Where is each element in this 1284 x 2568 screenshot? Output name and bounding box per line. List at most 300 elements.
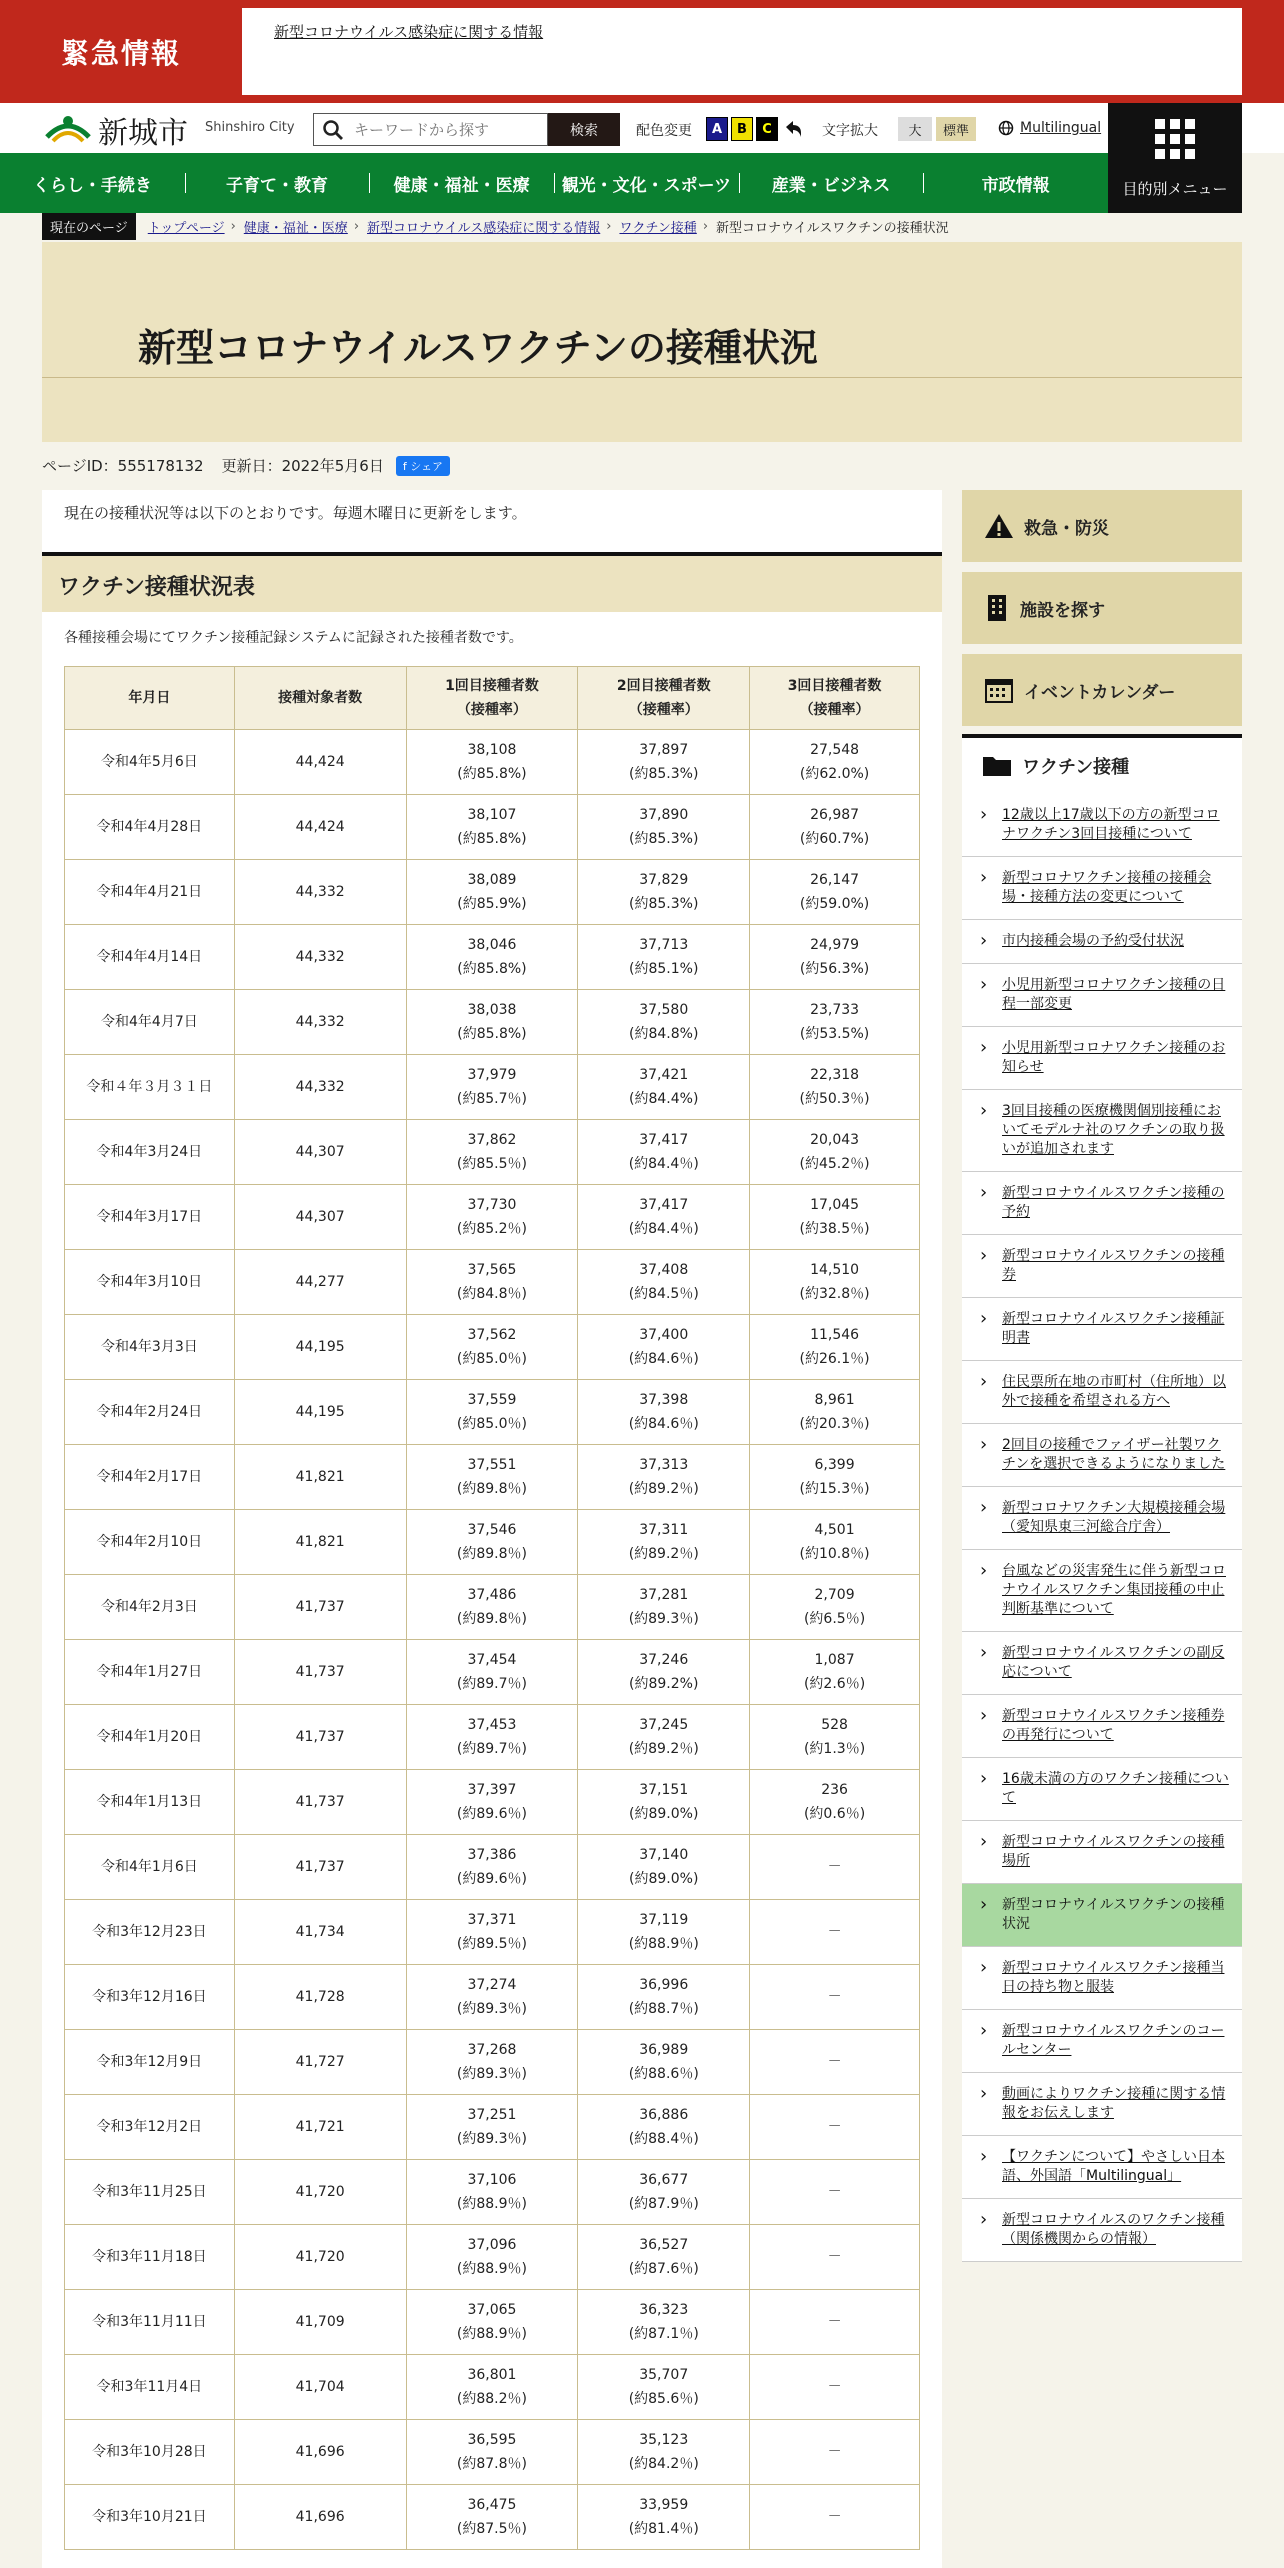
color-b-button[interactable]: B bbox=[731, 117, 753, 141]
cell-value: 令和4年1月20日 bbox=[96, 1729, 203, 1745]
cell-rate: (約53.5%) bbox=[799, 1026, 870, 1042]
cell-rate: (約89.3％) bbox=[456, 2066, 527, 2082]
cell-rate: (約85.0％) bbox=[456, 1416, 527, 1432]
cell-target bbox=[234, 925, 406, 990]
cell-rate: (約89.0%) bbox=[629, 1806, 699, 1822]
cell-rate: (約10.8％) bbox=[799, 1546, 870, 1562]
header-dose3-rate: （接種率） bbox=[799, 702, 870, 718]
cell-value: 37,398 bbox=[639, 1392, 689, 1408]
cell-dose3 bbox=[750, 1380, 920, 1445]
cell-value: 令和3年12月16日 bbox=[92, 1989, 207, 2005]
cell-rate: (約0.6％) bbox=[803, 1806, 866, 1822]
sidebar-link-item[interactable]: › 新型コロナウイルスワクチンの接種場所 bbox=[962, 1821, 1242, 1884]
cell-dose1 bbox=[406, 2160, 578, 2225]
facebook-share-button[interactable]: f シェア bbox=[396, 456, 450, 476]
header-target: 接種対象者数 bbox=[234, 667, 406, 730]
cell-dose1 bbox=[406, 1055, 578, 1120]
cell-date bbox=[65, 1575, 235, 1640]
cell-value: 令和4年1月6日 bbox=[101, 1859, 198, 1875]
cell-rate: (約85.9%) bbox=[457, 896, 527, 912]
cell-dose2 bbox=[578, 1835, 750, 1900]
table-row bbox=[65, 2030, 920, 2095]
cell-rate: (約89.3％) bbox=[456, 2001, 527, 2017]
cell-dose2 bbox=[578, 1315, 750, 1380]
cell-value: 令和3年11月18日 bbox=[92, 2249, 207, 2265]
table-row bbox=[65, 2095, 920, 2160]
sidebar-link-item[interactable]: › 小児用新型コロナワクチン接種のお知らせ bbox=[962, 1027, 1242, 1090]
cell-value: 44,424 bbox=[295, 754, 345, 770]
sidebar-link-item[interactable]: › 台風などの災害発生に伴う新型コロナウイルスワクチン集団接種の中止判断基準について bbox=[962, 1550, 1242, 1632]
sidebar-link-item[interactable]: › 新型コロナウイルスワクチンの接種状況 bbox=[962, 1884, 1242, 1947]
sidebar-link-item[interactable]: › 新型コロナウイルスワクチンの副反応について bbox=[962, 1632, 1242, 1695]
sidebar-link-item[interactable]: › 新型コロナウイルスワクチン接種当日の持ち物と服装 bbox=[962, 1947, 1242, 2010]
cell-value: 36,801 bbox=[467, 2367, 517, 2383]
cell-rate: (約85.0％) bbox=[456, 1351, 527, 1367]
calendar-icon bbox=[984, 676, 1014, 704]
cell-value: 41,696 bbox=[295, 2444, 345, 2460]
cell-rate: (約85.8%) bbox=[457, 766, 527, 782]
table-row bbox=[65, 860, 920, 925]
cell-rate: (約85.5％) bbox=[456, 1156, 527, 1172]
cell-rate: (約26.1％) bbox=[799, 1351, 870, 1367]
cell-rate: (約60.7%) bbox=[799, 831, 870, 847]
gnav-item-health[interactable]: 健康・福祉・医療 bbox=[369, 153, 554, 213]
cell-dose3 bbox=[750, 990, 920, 1055]
cell-dose3 bbox=[750, 795, 920, 860]
cell-value: 令和4年4月7日 bbox=[101, 1014, 198, 1030]
cell-date bbox=[65, 925, 235, 990]
cell-value: 33,959 bbox=[639, 2497, 689, 2513]
table-row bbox=[65, 795, 920, 860]
cell-value: － bbox=[827, 1924, 842, 1940]
cell-rate: (約87.1％) bbox=[628, 2326, 699, 2342]
cell-dose3 bbox=[750, 1185, 920, 1250]
cell-target bbox=[234, 795, 406, 860]
cell-dose3 bbox=[750, 860, 920, 925]
cell-date bbox=[65, 730, 235, 795]
cell-target bbox=[234, 1380, 406, 1445]
cell-value: 37,281 bbox=[639, 1587, 689, 1603]
cell-rate: (約88.7％) bbox=[628, 2001, 699, 2017]
cell-target bbox=[234, 860, 406, 925]
cell-target bbox=[234, 1575, 406, 1640]
cell-rate: (約84.5％) bbox=[628, 1286, 699, 1302]
cell-value: 37,862 bbox=[467, 1132, 517, 1148]
cell-value: 令和3年12月23日 bbox=[92, 1924, 207, 1940]
cell-rate: (約85.7％) bbox=[456, 1091, 527, 1107]
cell-rate: (約50.3％) bbox=[799, 1091, 870, 1107]
breadcrumb-item[interactable]: ワクチン接種 bbox=[619, 220, 697, 236]
cell-rate: (約89.3％) bbox=[456, 2131, 527, 2147]
sidebar-link-item[interactable]: › 新型コロナウイルスワクチン接種券の再発行について bbox=[962, 1695, 1242, 1758]
cell-rate: (約85.8%) bbox=[457, 1026, 527, 1042]
cell-value: 27,548 bbox=[810, 742, 860, 758]
search-box bbox=[313, 113, 548, 146]
cell-value: 令和3年11月11日 bbox=[92, 2314, 207, 2330]
cell-date bbox=[65, 1445, 235, 1510]
cell-dose1 bbox=[406, 1120, 578, 1185]
cell-value: 36,527 bbox=[639, 2237, 689, 2253]
emergency-disaster-label: 救急・防災 bbox=[1024, 518, 1109, 539]
cell-rate: (約89.6％) bbox=[456, 1871, 527, 1887]
cell-date bbox=[65, 1900, 235, 1965]
cell-dose3 bbox=[750, 2225, 920, 2290]
cell-dose2 bbox=[578, 1510, 750, 1575]
gnav-item-business[interactable]: 産業・ビジネス bbox=[739, 153, 924, 213]
cell-value: 37,245 bbox=[639, 1717, 689, 1733]
cell-value: 44,332 bbox=[295, 1079, 345, 1095]
cell-target bbox=[234, 1770, 406, 1835]
sidebar-link-item[interactable]: › 新型コロナウイルスのワクチン接種（関係機関からの情報） bbox=[962, 2199, 1242, 2262]
cell-dose1 bbox=[406, 1185, 578, 1250]
emergency-disaster-button[interactable] bbox=[962, 490, 1242, 562]
cell-dose3 bbox=[750, 1510, 920, 1575]
vaccination-nav-header bbox=[962, 734, 1242, 794]
cell-target bbox=[234, 1965, 406, 2030]
city-logo-icon[interactable] bbox=[45, 111, 91, 145]
cell-rate: (約89.7％) bbox=[456, 1741, 527, 1757]
text-large-button[interactable]: 大 bbox=[898, 117, 932, 141]
cell-value: 37,454 bbox=[467, 1652, 517, 1668]
cell-value: 令和4年3月24日 bbox=[96, 1144, 203, 1160]
cell-value: 令和3年11月4日 bbox=[96, 2379, 203, 2395]
sidebar-link-item[interactable]: › 新型コロナウイルスワクチン接種証明書 bbox=[962, 1298, 1242, 1361]
cell-rate: (約88.6％) bbox=[628, 2066, 699, 2082]
cell-value: 37,559 bbox=[467, 1392, 517, 1408]
cell-rate: (約89.7％) bbox=[456, 1676, 527, 1692]
table-row bbox=[65, 1965, 920, 2030]
cell-value: － bbox=[827, 2184, 842, 2200]
cell-dose2 bbox=[578, 2225, 750, 2290]
cell-dose3 bbox=[750, 1835, 920, 1900]
cell-value: 37,486 bbox=[467, 1587, 517, 1603]
cell-date bbox=[65, 2420, 235, 2485]
cell-value: 37,274 bbox=[467, 1977, 517, 1993]
cell-dose1 bbox=[406, 925, 578, 990]
sidebar-link-item[interactable]: › 住民票所在地の市町村（住所地）以外で接種を希望される方へ bbox=[962, 1361, 1242, 1424]
table-row bbox=[65, 2420, 920, 2485]
cell-date bbox=[65, 860, 235, 925]
table-row bbox=[65, 2290, 920, 2355]
cell-value: 38,089 bbox=[467, 872, 517, 888]
sidebar-link-item[interactable]: › 新型コロナワクチン接種の接種会場・接種方法の変更について bbox=[962, 857, 1242, 920]
cell-value: 44,195 bbox=[295, 1339, 345, 1355]
cell-value: 41,721 bbox=[295, 2119, 345, 2135]
cell-value: 41,734 bbox=[295, 1924, 345, 1940]
sidebar-link-item[interactable]: › 新型コロナワクチン大規模接種会場（愛知県東三河総合庁舎） bbox=[962, 1487, 1242, 1550]
cell-target bbox=[234, 2290, 406, 2355]
cell-target bbox=[234, 1315, 406, 1380]
cell-rate: (約85.6％) bbox=[628, 2391, 699, 2407]
cell-rate: (約89.2％) bbox=[628, 1481, 699, 1497]
cell-dose2 bbox=[578, 1900, 750, 1965]
cell-rate: (約84.4％) bbox=[628, 1156, 699, 1172]
cell-value: 37,400 bbox=[639, 1327, 689, 1343]
breadcrumb-current: 新型コロナウイルスワクチンの接種状況 bbox=[716, 220, 949, 236]
cell-dose1 bbox=[406, 1900, 578, 1965]
sidebar-link-item[interactable]: › 小児用新型コロナワクチン接種の日程一部変更 bbox=[962, 964, 1242, 1027]
cell-value: 36,475 bbox=[467, 2497, 517, 2513]
cell-dose3 bbox=[750, 1575, 920, 1640]
cell-value: 37,829 bbox=[639, 872, 689, 888]
cell-date bbox=[65, 1315, 235, 1380]
cell-dose3 bbox=[750, 1120, 920, 1185]
cell-rate: (約32.8％) bbox=[799, 1286, 870, 1302]
cell-value: 令和3年12月9日 bbox=[96, 2054, 203, 2070]
cell-rate: (約6.5％) bbox=[803, 1611, 866, 1627]
cell-value: 令和4年3月3日 bbox=[101, 1339, 198, 1355]
cell-rate: (約88.9％) bbox=[456, 2261, 527, 2277]
cell-value: 令和4年1月27日 bbox=[96, 1664, 203, 1680]
sidebar-link-item[interactable]: › 動画によりワクチン接種に関する情報をお伝えします bbox=[962, 2073, 1242, 2136]
sidebar-link-item[interactable]: › 市内接種会場の予約受付状況 bbox=[962, 920, 1242, 964]
text-normal-button[interactable]: 標準 bbox=[936, 117, 976, 141]
gnav-item-city[interactable]: 市政情報 bbox=[923, 153, 1108, 213]
table-row bbox=[65, 2355, 920, 2420]
cell-value: 44,307 bbox=[295, 1144, 345, 1160]
cell-value: 37,979 bbox=[467, 1067, 517, 1083]
emergency-title: 緊急情報 bbox=[60, 36, 181, 70]
cell-value: 35,123 bbox=[639, 2432, 689, 2448]
gnav-item-living[interactable]: くらし・手続き bbox=[32, 175, 152, 196]
cell-value: 36,886 bbox=[639, 2107, 689, 2123]
sidebar-link-item[interactable]: › 新型コロナウイルスワクチンのコールセンター bbox=[962, 2010, 1242, 2073]
cell-dose1 bbox=[406, 1575, 578, 1640]
cell-target bbox=[234, 2160, 406, 2225]
cell-value: 17,045 bbox=[810, 1197, 860, 1213]
cell-dose2 bbox=[578, 1705, 750, 1770]
cell-value: 37,730 bbox=[467, 1197, 517, 1213]
cell-dose3 bbox=[750, 1965, 920, 2030]
cell-dose2 bbox=[578, 2095, 750, 2160]
cell-rate: (約56.3%) bbox=[799, 961, 870, 977]
cell-value: 36,323 bbox=[639, 2302, 689, 2318]
cell-value: － bbox=[827, 2509, 842, 2525]
cell-value: 令和4年2月24日 bbox=[96, 1404, 203, 1420]
cell-dose1 bbox=[406, 730, 578, 795]
multilingual-link[interactable]: Multilingual bbox=[1020, 120, 1102, 136]
header-dose1-label: 1回目接種者数 bbox=[445, 678, 539, 694]
color-change-label: 配色変更 bbox=[636, 123, 692, 139]
cell-rate: (約87.9％) bbox=[628, 2196, 699, 2212]
cell-value: 41,720 bbox=[295, 2184, 345, 2200]
cell-date bbox=[65, 1510, 235, 1575]
cell-dose2 bbox=[578, 2355, 750, 2420]
cell-value: 44,195 bbox=[295, 1404, 345, 1420]
cell-date bbox=[65, 2160, 235, 2225]
cell-value: 38,038 bbox=[467, 1002, 517, 1018]
cell-value: 37,140 bbox=[639, 1847, 689, 1863]
color-a-button[interactable]: A bbox=[706, 117, 728, 141]
emergency-link[interactable]: 新型コロナウイルス感染症に関する情報 bbox=[274, 23, 544, 41]
table-row bbox=[65, 2160, 920, 2225]
cell-dose1 bbox=[406, 1380, 578, 1445]
table-note: 各種接種会場にてワクチン接種記録システムに記録された接種者数です。 bbox=[64, 630, 523, 646]
event-calendar-button[interactable] bbox=[962, 654, 1242, 726]
cell-dose1 bbox=[406, 1315, 578, 1380]
vaccination-table bbox=[64, 666, 920, 2550]
cell-dose2 bbox=[578, 2030, 750, 2095]
cell-dose2 bbox=[578, 2485, 750, 2550]
table-row bbox=[65, 730, 920, 795]
cell-dose3 bbox=[750, 1445, 920, 1510]
cell-value: 4,501 bbox=[814, 1522, 855, 1538]
cell-date bbox=[65, 2030, 235, 2095]
cell-value: 37,417 bbox=[639, 1132, 689, 1148]
cell-value: 41,821 bbox=[295, 1534, 345, 1550]
cell-value: 8,961 bbox=[814, 1392, 855, 1408]
cell-dose2 bbox=[578, 2290, 750, 2355]
cell-dose3 bbox=[750, 2420, 920, 2485]
cell-value: 44,424 bbox=[295, 819, 345, 835]
table-row bbox=[65, 1770, 920, 1835]
cell-rate: (約89.2％) bbox=[628, 1741, 699, 1757]
cell-value: 38,107 bbox=[467, 807, 517, 823]
cell-rate: (約85.8%) bbox=[457, 961, 527, 977]
cell-rate: (約45.2％) bbox=[799, 1156, 870, 1172]
cell-value: 41,709 bbox=[295, 2314, 345, 2330]
cell-value: 38,046 bbox=[467, 937, 517, 953]
sidebar-link-item[interactable]: › 16歳未満の方のワクチン接種について bbox=[962, 1758, 1242, 1821]
sidebar-link-item[interactable]: › 【ワクチンについて】やさしい日本語、外国語「Multilingual」 bbox=[962, 2136, 1242, 2199]
cell-dose3 bbox=[750, 730, 920, 795]
cell-value: 令和3年11月25日 bbox=[92, 2184, 207, 2200]
emergency-box bbox=[242, 8, 1242, 95]
cell-rate: (約84.4％) bbox=[628, 1221, 699, 1237]
cell-value: 37,417 bbox=[639, 1197, 689, 1213]
vaccination-nav-title: ワクチン接種 bbox=[1022, 757, 1130, 778]
header-dose2 bbox=[578, 667, 750, 730]
cell-rate: (約89.2%) bbox=[629, 1676, 699, 1692]
cell-rate: (約81.4％) bbox=[628, 2521, 699, 2537]
sidebar-link-item[interactable]: › 新型コロナウイルスワクチン接種の予約 bbox=[962, 1172, 1242, 1235]
cell-dose1 bbox=[406, 2290, 578, 2355]
cell-value: － bbox=[827, 2249, 842, 2265]
header-dose3-label: 3回目接種者数 bbox=[787, 678, 882, 694]
cell-value: 41,737 bbox=[295, 1859, 345, 1875]
cell-target bbox=[234, 1705, 406, 1770]
sidebar-link-item[interactable]: › 2回目の接種でファイザー社製ワクチンを選択できるようになりました bbox=[962, 1424, 1242, 1487]
cell-value: 44,332 bbox=[295, 1014, 345, 1030]
search-icon bbox=[322, 119, 344, 141]
cell-date bbox=[65, 2095, 235, 2160]
color-c-button[interactable]: C bbox=[756, 117, 778, 141]
cell-dose2 bbox=[578, 1770, 750, 1835]
cell-dose2 bbox=[578, 925, 750, 990]
cell-value: 37,397 bbox=[467, 1782, 517, 1798]
reset-color-icon[interactable] bbox=[783, 119, 803, 139]
table-row bbox=[65, 1185, 920, 1250]
cell-dose2 bbox=[578, 2160, 750, 2225]
cell-value: 37,890 bbox=[639, 807, 689, 823]
cell-value: 37,313 bbox=[639, 1457, 689, 1473]
sidebar-link-item[interactable]: › 新型コロナウイルスワクチンの接種券 bbox=[962, 1235, 1242, 1298]
cell-value: － bbox=[827, 2314, 842, 2330]
cell-dose1 bbox=[406, 795, 578, 860]
page-meta bbox=[42, 455, 450, 476]
cell-dose1 bbox=[406, 1965, 578, 2030]
search-input[interactable] bbox=[354, 114, 544, 145]
table-row bbox=[65, 1510, 920, 1575]
cell-value: 37,251 bbox=[467, 2107, 517, 2123]
cell-target bbox=[234, 1185, 406, 1250]
header-dose1 bbox=[406, 667, 578, 730]
cell-value: 37,065 bbox=[467, 2302, 517, 2318]
warning-icon bbox=[984, 512, 1014, 540]
cell-value: 26,147 bbox=[810, 872, 860, 888]
cell-rate: (約89.5％) bbox=[456, 1936, 527, 1952]
cell-rate: (約84.6％) bbox=[628, 1351, 699, 1367]
sidebar-link-item[interactable]: › 12歳以上17歳以下の方の新型コロナワクチン3回目接種について bbox=[962, 794, 1242, 857]
cell-dose2 bbox=[578, 1445, 750, 1510]
cell-dose3 bbox=[750, 1770, 920, 1835]
breadcrumb-item[interactable]: トップページ bbox=[147, 220, 225, 236]
cell-rate: (約15.3％) bbox=[799, 1481, 870, 1497]
gnav-item-tourism[interactable]: 観光・文化・スポーツ bbox=[554, 153, 739, 213]
cell-dose1 bbox=[406, 1445, 578, 1510]
cell-rate: (約84.8%) bbox=[629, 1026, 699, 1042]
cell-dose3 bbox=[750, 1640, 920, 1705]
breadcrumb-item[interactable]: 新型コロナウイルス感染症に関する情報 bbox=[367, 220, 601, 236]
city-logo-text[interactable]: 新城市 bbox=[98, 116, 188, 151]
cell-dose1 bbox=[406, 1705, 578, 1770]
header-dose2-rate: （接種率） bbox=[628, 702, 699, 718]
cell-value: 37,151 bbox=[639, 1782, 689, 1798]
cell-rate: (約1.3％) bbox=[803, 1741, 866, 1757]
cell-dose2 bbox=[578, 2420, 750, 2485]
purpose-menu-button[interactable] bbox=[1108, 103, 1242, 213]
cell-value: 令和4年4月14日 bbox=[96, 949, 203, 965]
cell-value: 35,707 bbox=[639, 2367, 689, 2383]
find-facility-button[interactable] bbox=[962, 572, 1242, 644]
chevron-right-icon: › bbox=[702, 218, 709, 234]
intro-text: 現在の接種状況等は以下のとおりです。毎週木曜日に更新をします。 bbox=[64, 504, 527, 522]
cell-rate: (約87.6％) bbox=[628, 2261, 699, 2277]
folder-icon bbox=[982, 754, 1012, 778]
cell-value: 26,987 bbox=[810, 807, 860, 823]
cell-value: 37,713 bbox=[639, 937, 689, 953]
cell-target bbox=[234, 1835, 406, 1900]
cell-dose1 bbox=[406, 1250, 578, 1315]
cell-value: 41,737 bbox=[295, 1729, 345, 1745]
cell-date bbox=[65, 1055, 235, 1120]
cell-value: － bbox=[827, 1989, 842, 2005]
cell-value: － bbox=[827, 2444, 842, 2460]
cell-target bbox=[234, 2225, 406, 2290]
gnav-item-childcare[interactable]: 子育て・教育 bbox=[185, 153, 370, 213]
cell-date bbox=[65, 1835, 235, 1900]
sidebar-link-item[interactable]: › 3回目接種の医療機関個別接種においてモデルナ社のワクチンの取り扱いが追加されます bbox=[962, 1090, 1242, 1172]
cell-dose3 bbox=[750, 2290, 920, 2355]
table-row bbox=[65, 2485, 920, 2550]
cell-dose2 bbox=[578, 1055, 750, 1120]
cell-dose3 bbox=[750, 2095, 920, 2160]
cell-target bbox=[234, 730, 406, 795]
cell-value: 20,043 bbox=[810, 1132, 860, 1148]
search-button[interactable]: 検索 bbox=[548, 113, 620, 146]
cell-value: 37,371 bbox=[467, 1912, 517, 1928]
breadcrumb-item[interactable]: 健康・福祉・医療 bbox=[243, 220, 348, 236]
cell-value: 36,989 bbox=[639, 2042, 689, 2058]
cell-dose3 bbox=[750, 925, 920, 990]
cell-dose2 bbox=[578, 1250, 750, 1315]
table-row bbox=[65, 1315, 920, 1380]
cell-value: 41,727 bbox=[295, 2054, 345, 2070]
cell-dose3 bbox=[750, 1315, 920, 1380]
cell-dose3 bbox=[750, 1900, 920, 1965]
cell-dose2 bbox=[578, 795, 750, 860]
cell-target bbox=[234, 1250, 406, 1315]
